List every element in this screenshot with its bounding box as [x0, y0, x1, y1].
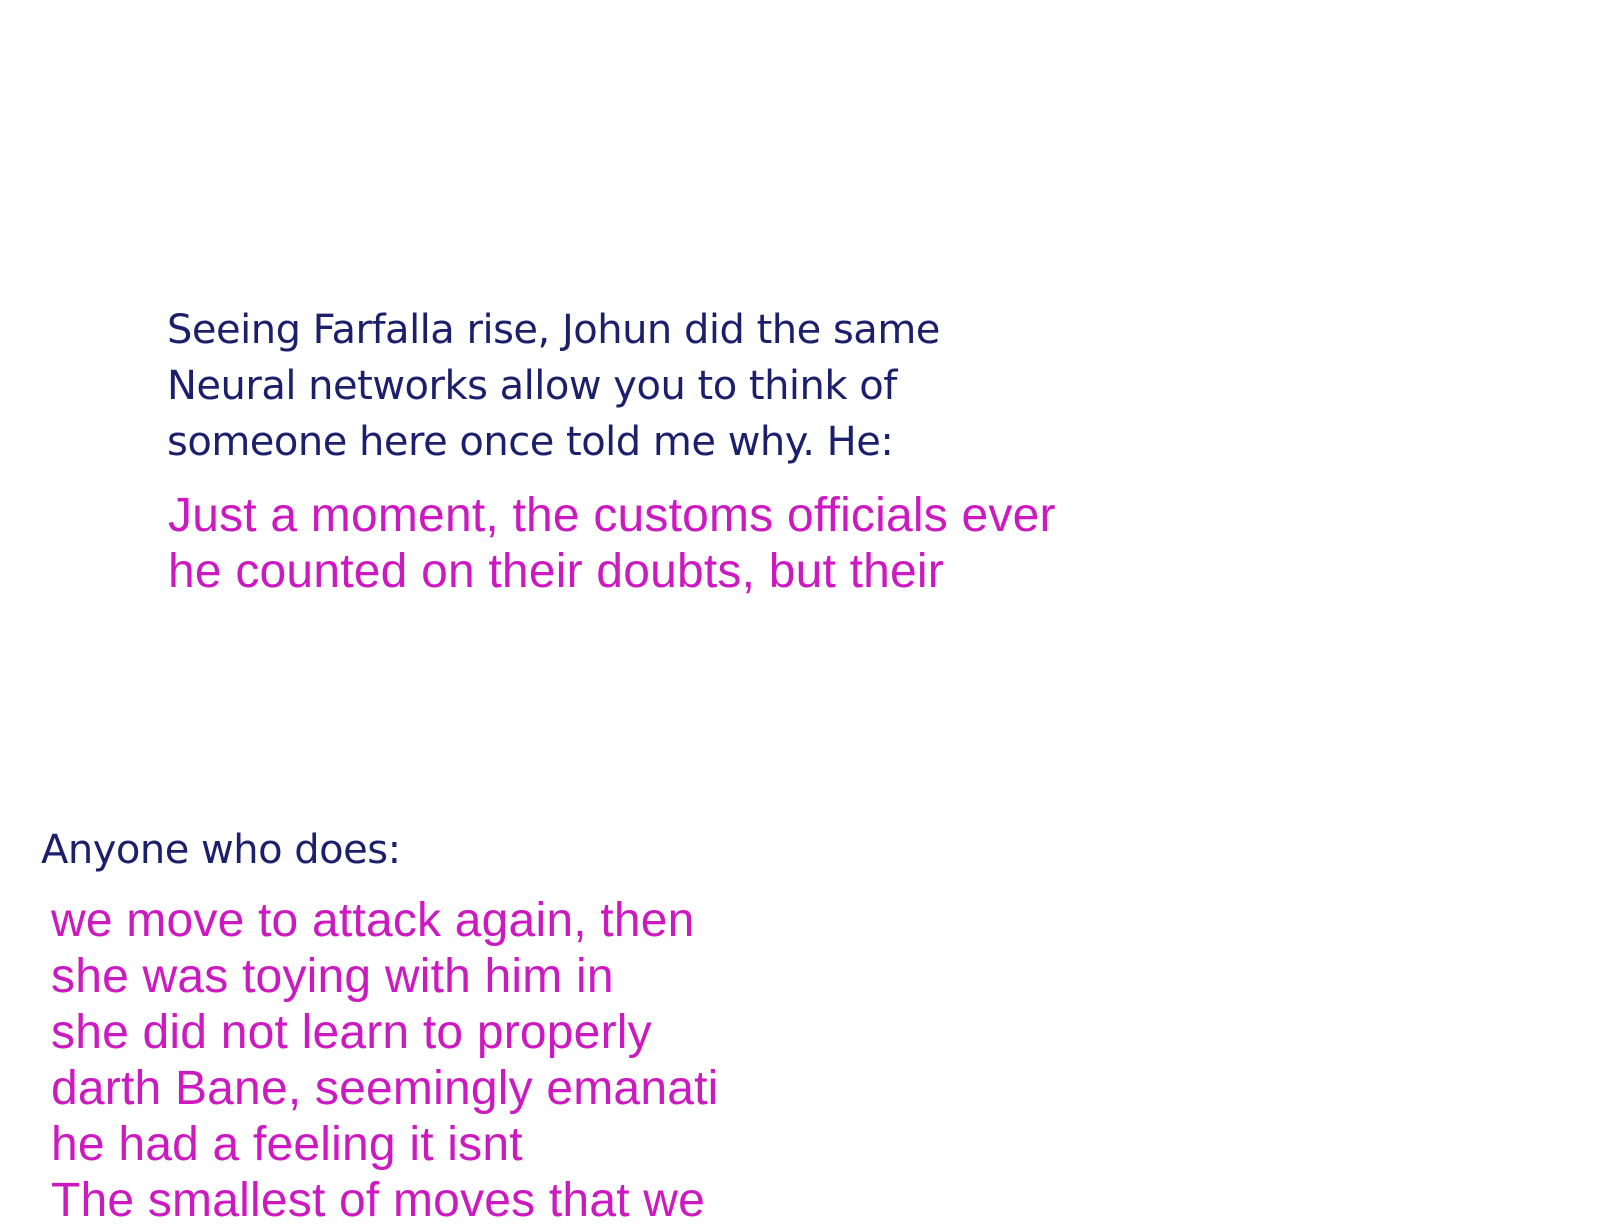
bottom-heading: Anyone who does:: [41, 827, 401, 873]
bottom-quote-line-1: we move to attack again, then: [51, 894, 695, 947]
bottom-quote-line-4: darth Bane, seemingly emanati: [51, 1062, 719, 1115]
bottom-quote-line-2: she was toying with him in: [51, 950, 614, 1003]
top-intro-line-1: Seeing Farfalla rise, Johun did the same: [167, 307, 940, 353]
top-quote-text: [168, 488, 1056, 600]
top-intro-text: [167, 302, 940, 470]
top-quote-line-1: Just a moment, the customs officials ever: [168, 489, 1056, 542]
bottom-quote-line-5: he had a feeling it isnt: [51, 1118, 523, 1171]
bottom-quote-text: [51, 893, 719, 1229]
bottom-heading-text: [41, 822, 401, 878]
top-quote-line-2: he counted on their doubts, but their: [168, 545, 944, 598]
bottom-quote-line-6: The smallest of moves that we: [51, 1174, 706, 1227]
bottom-quote-line-3: she did not learn to properly: [51, 1006, 652, 1059]
top-intro-line-2: Neural networks allow you to think of: [167, 363, 897, 409]
top-intro-line-3: someone here once told me why. He:: [167, 419, 894, 465]
